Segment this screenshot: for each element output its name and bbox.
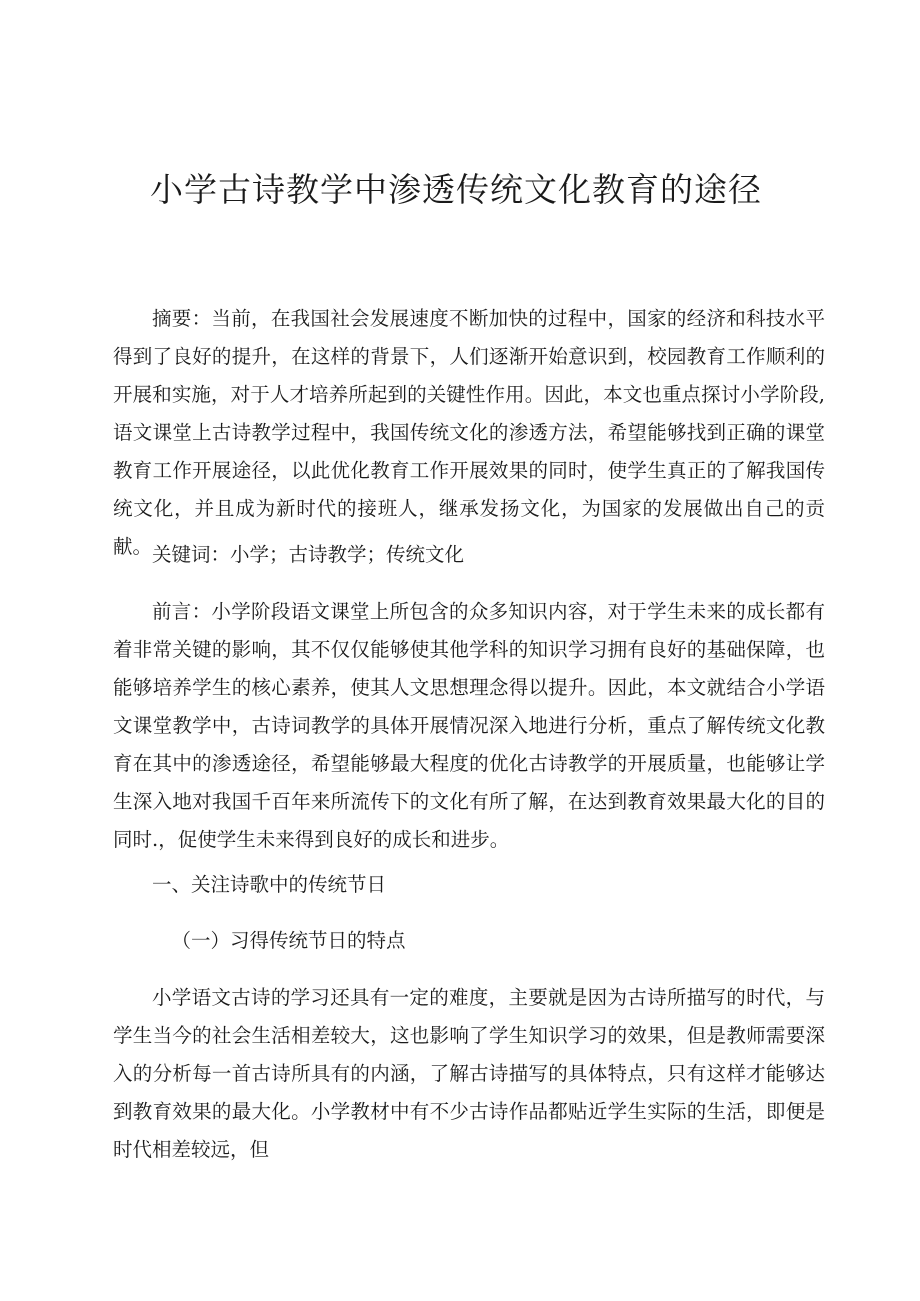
preface-paragraph: 前言：小学阶段语文课堂上所包含的众多知识内容，对于学生未来的成长都有着非常关键的影响，其不仅仅能够使其他学科的知识学习拥有良好的基础保障，也能够培养学生的核心素养，使其人文思想理念得以提升。因此，本文就结合小学语文课堂教学中，古诗词教学的具体开展情况深入地进行分析，重点了解传统文化教育在其中的渗透途径，希望能够最大程度的优化古诗教学的开展质量，也能够让学生深入地对我国千百年来所流传下的文化有所了解，在达到教育效果最大化的目的同时.，促使学生未来得到良好的成长和进步。 <box>113 600 825 851</box>
abstract-paragraph: 摘要：当前，在我国社会发展速度不断加快的过程中，国家的经济和科技水平得到了良好的提升，在这样的背景下，人们逐渐开始意识到，校园教育工作顺利的开展和实施，对于人才培养所起到的关键性作用。因此，本文也重点探讨小学阶段,语文课堂上古诗教学过程中，我国传统文化的渗透方法，希望能够找到正确的课堂教育工作开展途径，以此优化教育工作开展效果的同时，使学生真正的了解我国传统文化，并且成为新时代的接班人，继承发扬文化，为国家的发展做出自己的贡献。 <box>113 307 825 558</box>
subsection-heading: （一）习得传统节日的特点 <box>171 929 406 952</box>
keywords-line: 关键词：小学；古诗教学；传统文化 <box>152 543 465 566</box>
body-paragraph: 小学语文古诗的学习还具有一定的难度，主要就是因为古诗所描写的时代，与学生当今的社会生活相差较大，这也影响了学生知识学习的效果，但是教师需要深入的分析每一首古诗所具有的内涵，了解古诗描写的具体特点，只有这样才能够达到教育效果的最大化。小学教材中有不少古诗作品都贴近学生实际的生活，即便是时代相差较远，但 <box>113 986 825 1161</box>
section-heading: 一、关注诗歌中的传统节日 <box>152 873 387 896</box>
document-title: 小学古诗教学中渗透传统文化教育的途径 <box>150 170 762 209</box>
